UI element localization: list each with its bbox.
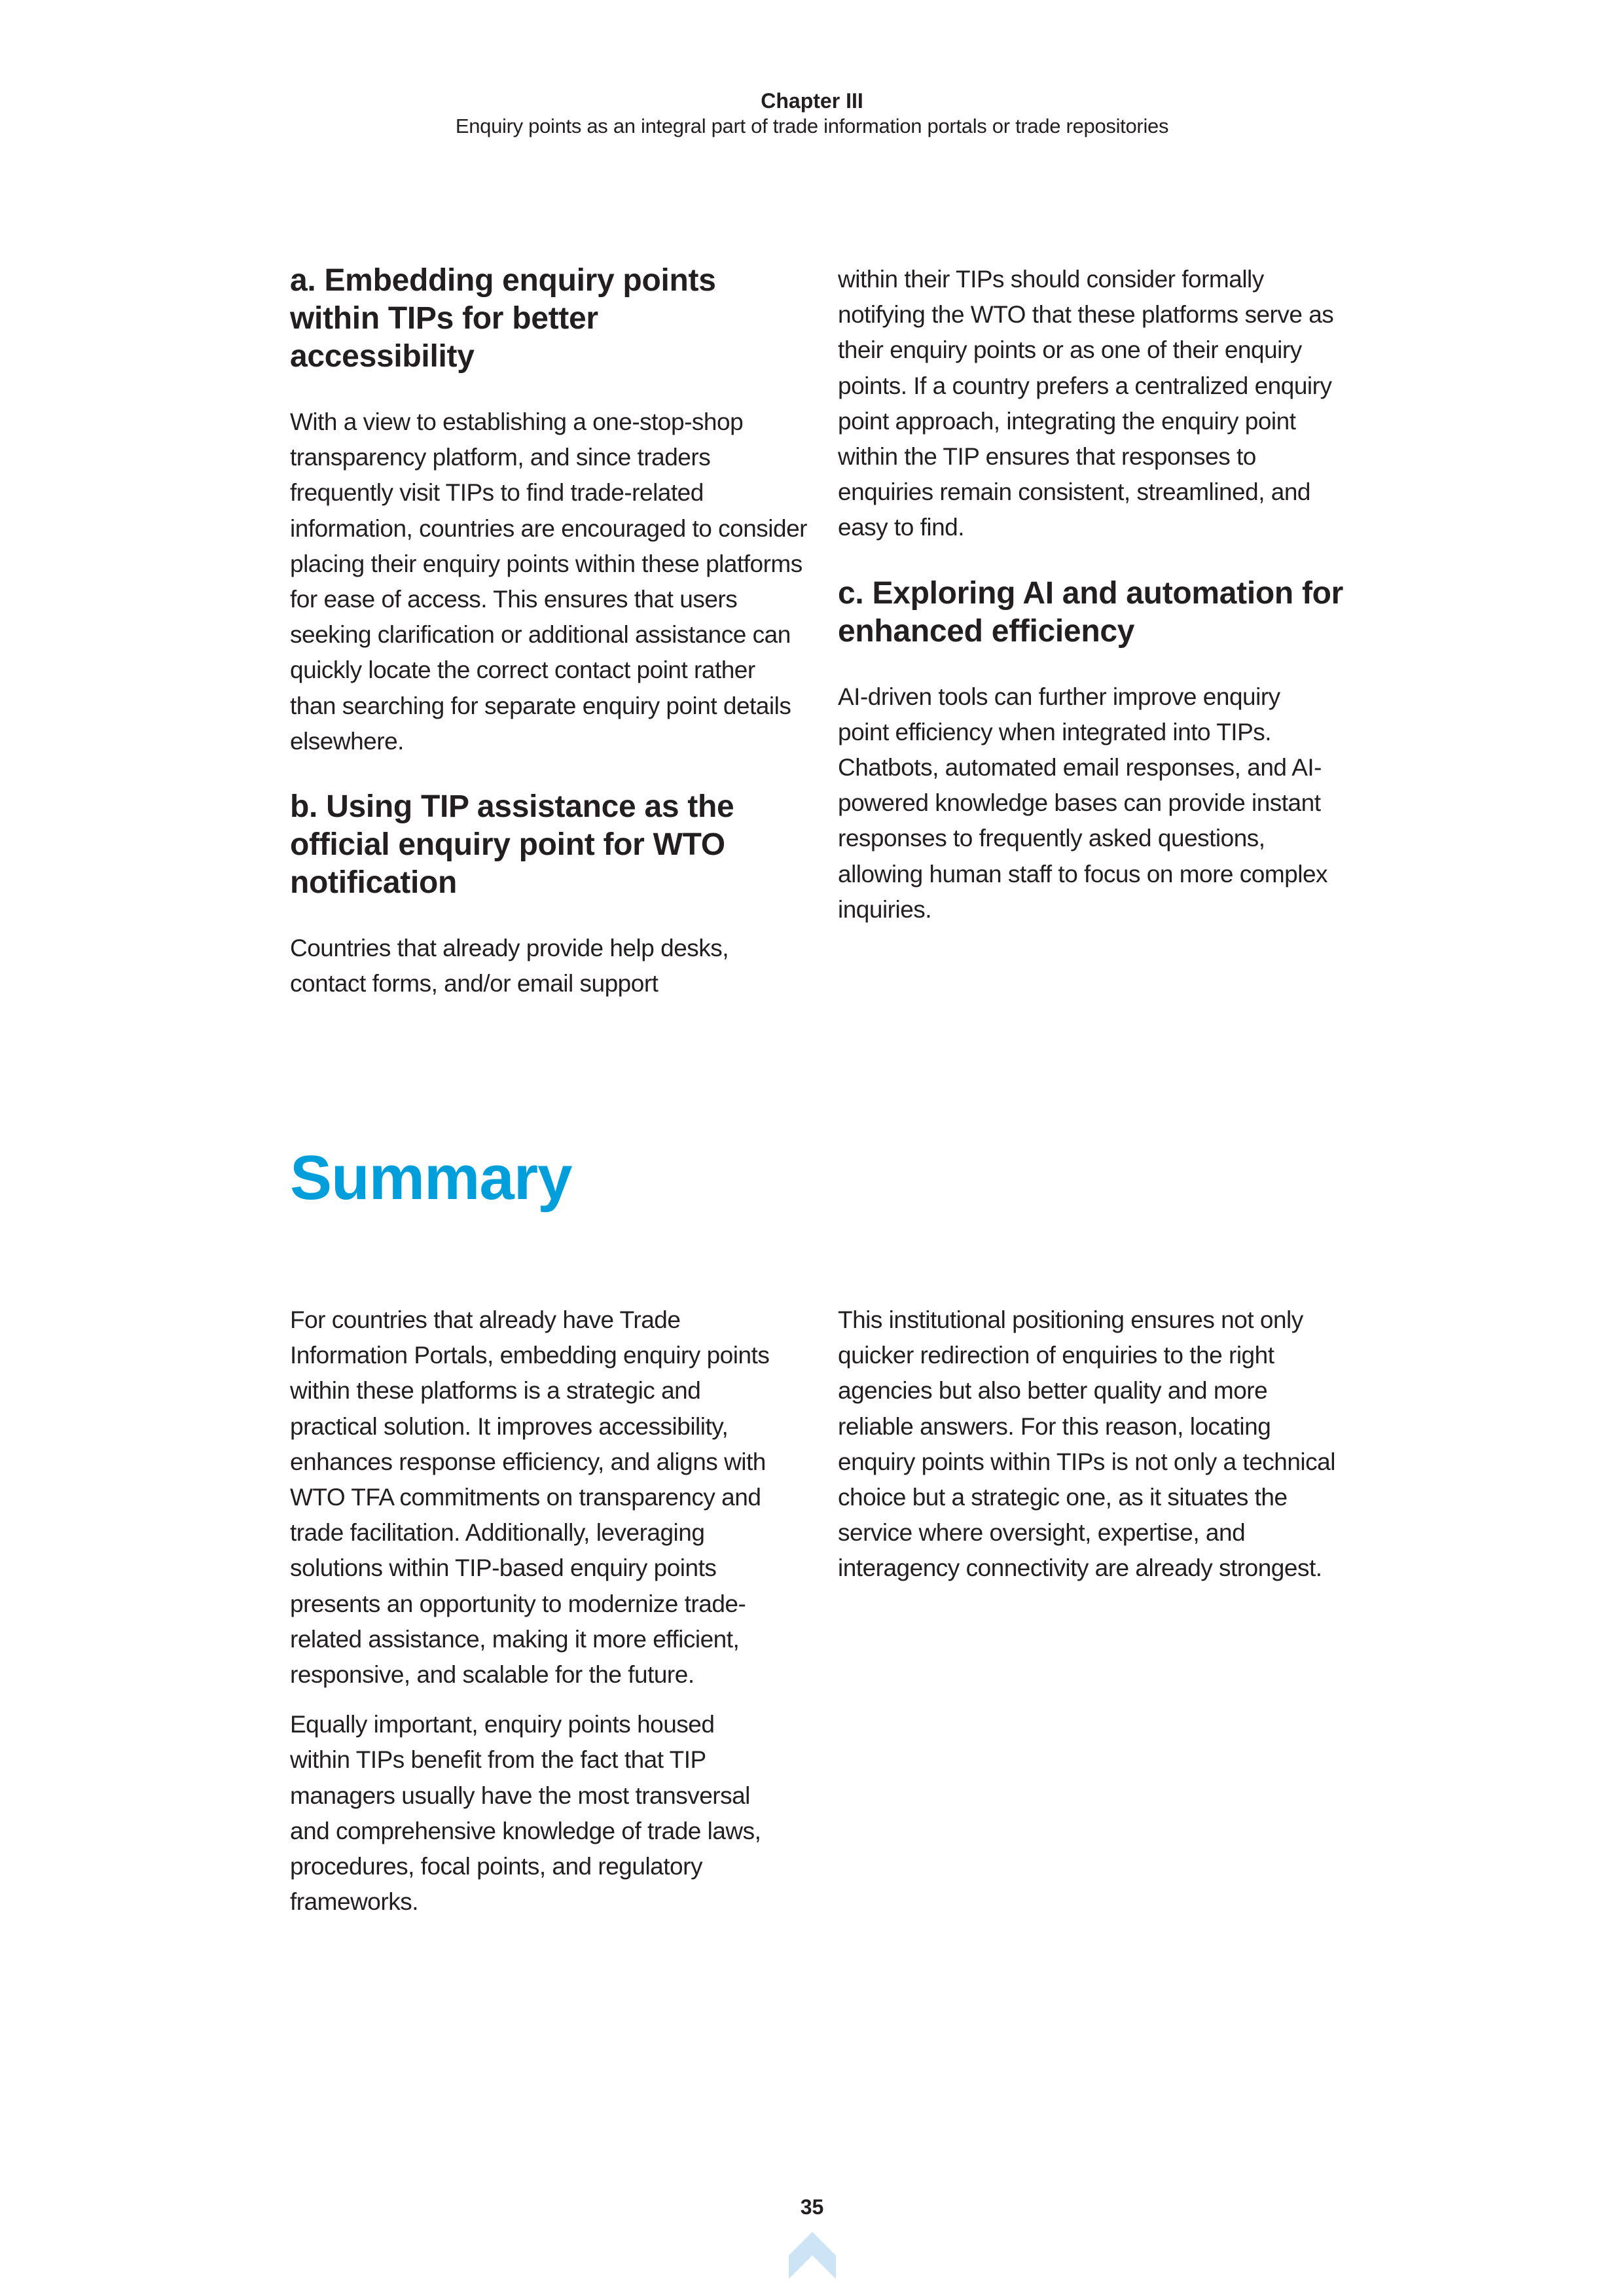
chevron-up-icon: [789, 2232, 836, 2279]
back-to-top-button[interactable]: [789, 2232, 836, 2279]
summary-left-column: [290, 1302, 807, 1920]
running-header: [0, 88, 1624, 139]
summary-title: Summary: [290, 1143, 572, 1213]
section-c-body: AI-driven tools can further improve enquiry point efficiency when integrated into TIPs. Chatbots, automated email responses, and AI-powered knowledge bases can provide instant responses to frequently asked questions, allowing human staff to focus on more complex inquiries.: [838, 683, 1328, 923]
section-b-heading: b. Using TIP assistance as the official enquiry point for WTO notification: [290, 789, 734, 901]
chapter-label: Chapter III: [761, 89, 863, 113]
section-a-heading: a. Embedding enquiry points within TIPs for better accessibility: [290, 263, 716, 374]
section-b-body-part1: Countries that already provide help desks, contact forms, and/or email support: [290, 935, 729, 997]
summary-paragraph-2: Equally important, enquiry points housed within TIPs benefit from the fact that TIP managers usually have the most transversal and comprehensive knowledge of trade laws, procedures, focal points, and regulatory frameworks.: [290, 1711, 761, 1916]
right-column-top: [838, 262, 1355, 927]
section-a-body: With a view to establishing a one-stop-shop transparency platform, and since traders frequently visit TIPs to find trade-related information, countries are encouraged to consider placing their enquiry points within these platforms for ease of access. This ensures that users seeking clarification or additional assistance can quickly locate the correct contact point rather than searching for separate enquiry point details elsewhere.: [290, 408, 807, 755]
section-c-heading: c. Exploring AI and automation for enhanced efficiency: [838, 575, 1344, 649]
summary-right-column: [838, 1302, 1355, 1587]
section-b-body-part2: within their TIPs should consider formally notifying the WTO that these platforms serve as their enquiry points or as one of their enquiry points. If a country prefers a centralized enquiry point approach, integrating the enquiry point within the TIP ensures that responses to enquiries remain consistent, streamlined, and easy to find.: [838, 266, 1334, 541]
left-column-top: [290, 262, 807, 1001]
summary-paragraph-3: This institutional positioning ensures not only quicker redirection of enquiries to the right agencies but also better quality and more reliable answers. For this reason, locating enquiry points within TIPs is not only a technical choice but a strategic one, as it situates the service where oversight, expertise, and interagency connectivity are already strongest.: [838, 1306, 1335, 1582]
summary-paragraph-1: For countries that already have Trade Information Portals, embedding enquiry points within these platforms is a strategic and practical solution. It improves accessibility, enhances response efficiency, and aligns with WTO TFA commitments on transparency and trade facilitation. Additionally, leveraging solutions within TIP-based enquiry points presents an opportunity to modernize trade-related assistance, making it more efficient, responsive, and scalable for the future.: [290, 1306, 770, 1689]
page-number: 35: [800, 2195, 824, 2219]
chapter-subtitle: Enquiry points as an integral part of trade information portals or trade repositories: [455, 115, 1169, 137]
